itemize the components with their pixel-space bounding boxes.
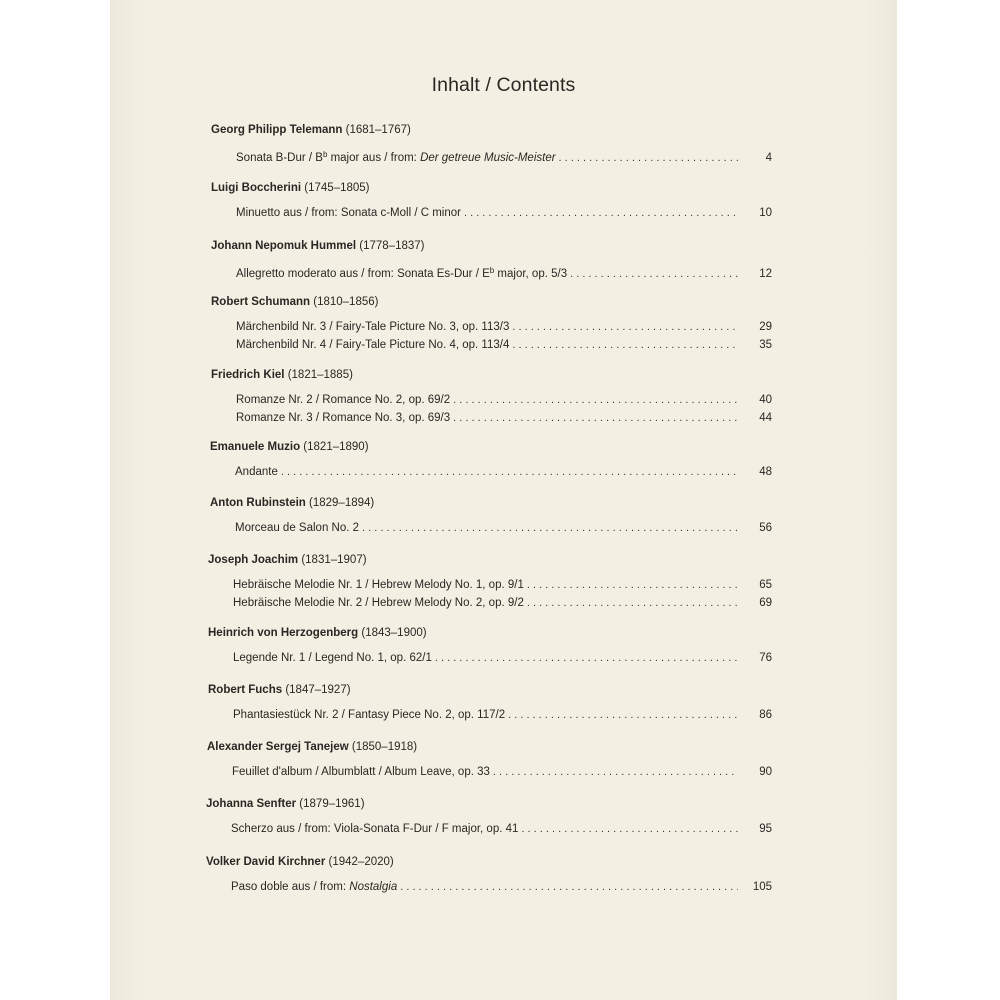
composer-heading <box>208 624 427 642</box>
dot-leader <box>559 150 738 166</box>
toc-entry[interactable] <box>236 263 772 279</box>
page-number: 40 <box>759 394 772 406</box>
entry-title: Legende Nr. 1 / Legend No. 1, op. 62/1 <box>233 652 432 664</box>
contents-page <box>110 0 897 1000</box>
composer-name: Robert Fuchs <box>208 684 283 696</box>
composer-heading <box>210 494 374 512</box>
dot-leader <box>493 764 738 780</box>
composer-heading <box>211 179 370 197</box>
entry-title: Allegretto moderato aus / from: Sonata $Es-Dur / E^b$ major, op. 5/3 <box>236 266 568 280</box>
toc-entry[interactable] <box>236 392 772 408</box>
dot-leader <box>512 319 738 335</box>
dot-leader <box>521 821 738 837</box>
composer-dates: (1850–1918) <box>348 741 418 753</box>
composer-heading <box>211 293 378 311</box>
composer-dates: (1829–1894) <box>305 497 375 509</box>
flat-symbol: b <box>322 150 328 159</box>
page-number: 56 <box>759 522 772 534</box>
page-number: 95 <box>759 823 772 835</box>
dot-leader <box>570 266 738 282</box>
toc-entry[interactable] <box>236 147 772 163</box>
dot-leader <box>464 205 738 221</box>
composer-name: Georg Philipp Telemann <box>211 124 343 136</box>
composer-name: Volker David Kirchner <box>206 856 326 868</box>
composer-name: Friedrich Kiel <box>211 369 285 381</box>
entry-title: Feuillet d'album / Albumblatt / Album Leave, op. 33 <box>232 766 490 778</box>
entry-title: Morceau de Salon No. 2 <box>235 522 360 534</box>
composer-name: Joseph Joachim <box>208 554 299 566</box>
composer-dates: (1681–1767) <box>342 124 411 136</box>
composer-dates: (1843–1900) <box>358 627 427 639</box>
page-number: 86 <box>759 709 772 721</box>
composer-heading <box>211 121 411 139</box>
composer-name: Johanna Senfter <box>206 798 297 810</box>
entry-title: Scherzo aus / from: Viola-Sonata F-Dur / F major, op. 41 <box>231 823 519 835</box>
entry-title: Märchenbild Nr. 4 / Fairy-Tale Picture No. 4, op. 113/4 <box>236 339 510 351</box>
entry-title: Andante <box>235 466 278 478</box>
dot-leader <box>453 392 738 408</box>
page-number: 4 <box>765 152 772 164</box>
page-number: 48 <box>759 466 772 478</box>
composer-name: Emanuele Muzio <box>210 441 301 453</box>
dot-leader <box>435 650 738 666</box>
dot-leader <box>362 520 738 536</box>
composer-heading <box>207 738 417 756</box>
composer-name: Robert Schumann <box>211 296 311 308</box>
composer-name: Heinrich von Herzogenberg <box>208 627 359 639</box>
toc-entry[interactable] <box>236 410 772 426</box>
toc-entry[interactable] <box>236 337 772 353</box>
composer-heading <box>208 681 351 699</box>
work-title-italic: Der getreue Music-Meister <box>420 152 556 164</box>
composer-heading <box>208 551 367 569</box>
entry-title: Paso doble aus / from: Nostalgia <box>231 881 398 893</box>
toc-entry[interactable] <box>233 707 772 723</box>
entry-title: Sonata $B-Dur / B^b$ major aus / from: Der getreue Music-Meister <box>236 150 556 164</box>
toc-entry[interactable] <box>233 650 772 666</box>
page-number: 44 <box>759 412 772 424</box>
dot-leader <box>453 410 738 426</box>
toc-entry[interactable] <box>236 205 772 221</box>
toc-entry[interactable] <box>235 464 772 480</box>
entry-title: Märchenbild Nr. 3 / Fairy-Tale Picture No. 3, op. 113/3 <box>236 321 510 333</box>
dot-leader <box>281 464 738 480</box>
composer-dates: (1847–1927) <box>282 684 351 696</box>
composer-dates: (1778–1837) <box>356 240 425 252</box>
dot-leader <box>512 337 738 353</box>
page-number: 76 <box>759 652 772 664</box>
dot-leader <box>527 595 738 611</box>
dot-leader <box>527 577 738 593</box>
composer-heading <box>211 366 353 384</box>
flat-symbol: b <box>489 266 495 275</box>
page-number: 90 <box>759 766 772 778</box>
toc-entry[interactable] <box>236 319 772 335</box>
page-number: 69 <box>759 597 772 609</box>
entry-title: Hebräische Melodie Nr. 2 / Hebrew Melody No. 2, op. 9/2 <box>233 597 524 609</box>
composer-heading <box>211 237 424 255</box>
composer-heading <box>206 853 394 871</box>
composer-name: Alexander Sergej Tanejew <box>207 741 349 753</box>
composer-name: Luigi Boccherini <box>211 182 302 194</box>
composer-name: Johann Nepomuk Hummel <box>211 240 357 252</box>
composer-dates: (1942–2020) <box>325 856 394 868</box>
toc-entry[interactable] <box>233 577 772 593</box>
composer-heading <box>206 795 365 813</box>
toc-entry[interactable] <box>231 879 772 895</box>
composer-dates: (1831–1907) <box>298 554 367 566</box>
dot-leader <box>508 707 738 723</box>
toc-entry[interactable] <box>231 821 772 837</box>
composer-dates: (1821–1885) <box>284 369 353 381</box>
page-number: 105 <box>752 881 772 893</box>
entry-title: Phantasiestück Nr. 2 / Fantasy Piece No. 2, op. 117/2 <box>233 709 506 721</box>
toc-entry[interactable] <box>233 595 772 611</box>
toc-entry[interactable] <box>235 520 772 536</box>
toc-entry[interactable] <box>232 764 772 780</box>
entry-title: Romanze Nr. 3 / Romance No. 3, op. 69/3 <box>236 412 451 424</box>
entry-title: Romanze Nr. 2 / Romance No. 2, op. 69/2 <box>236 394 451 406</box>
composer-dates: (1879–1961) <box>296 798 365 810</box>
page-number: 35 <box>759 339 772 351</box>
entry-title: Minuetto aus / from: Sonata c-Moll / C minor <box>236 207 461 219</box>
page-number: 29 <box>759 321 772 333</box>
composer-name: Anton Rubinstein <box>210 497 306 509</box>
work-title-italic: Nostalgia <box>349 881 398 893</box>
page-title: Inhalt / Contents <box>431 74 576 96</box>
composer-dates: (1745–1805) <box>301 182 370 194</box>
page-number: 12 <box>759 268 772 280</box>
page-number: 65 <box>759 579 772 591</box>
page-number: 10 <box>759 207 772 219</box>
composer-heading <box>210 438 369 456</box>
composer-dates: (1810–1856) <box>310 296 379 308</box>
composer-dates: (1821–1890) <box>300 441 369 453</box>
dot-leader <box>400 879 738 895</box>
entry-title: Hebräische Melodie Nr. 1 / Hebrew Melody No. 1, op. 9/1 <box>233 579 524 591</box>
